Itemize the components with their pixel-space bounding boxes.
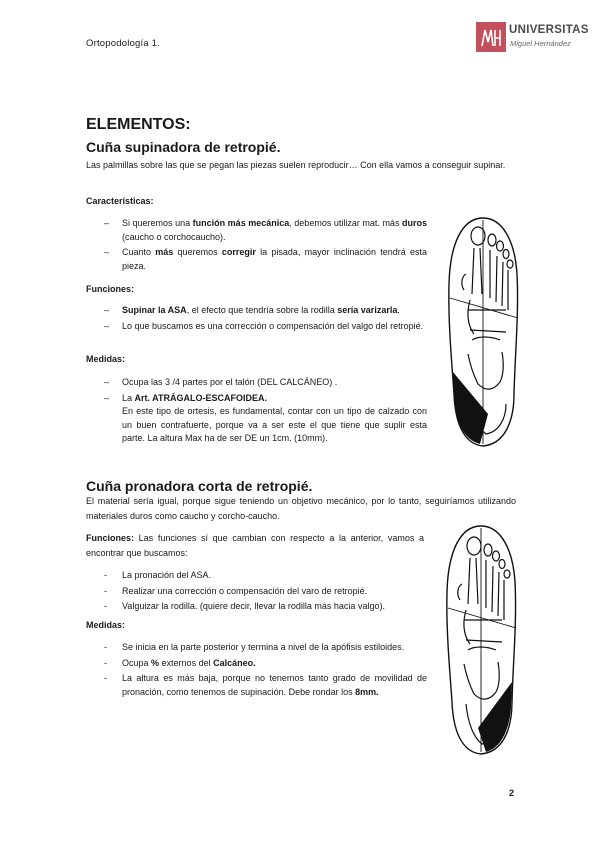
foot-diagram-pronadora — [438, 522, 524, 758]
university-logo — [476, 20, 589, 58]
caracteristicas-label: Características: — [86, 196, 154, 206]
document-header-title: Ortopodología 1. — [86, 38, 160, 49]
page-heading: ELEMENTOS: — [86, 116, 191, 133]
list-item: - La pronación del ASA. — [104, 570, 212, 580]
medidas-list — [86, 376, 427, 448]
funciones-label: Funciones: — [86, 284, 135, 294]
foot-diagram-supinadora — [440, 214, 526, 450]
list-item: – La Art. ATRÁGALO-ESCAFOIDEA. En este tipo de ortesis, es fundamental, contar con un tipo de calzado con un buen contrafuerte, porque va a ser este el que tiene que suplir esta parte. La altura Max ha de ser DE un 1cm. (10mm). — [104, 392, 427, 443]
list-item: - Se inicia en la parte posterior y termina a nivel de la apófisis estiloides. — [104, 642, 405, 652]
funciones-list — [86, 569, 431, 616]
list-item: - Realizar una corrección o compensación del varo de retropié. — [104, 585, 368, 596]
page-number: 2 — [509, 788, 515, 798]
list-item: – Cuanto más queremos corregir la pisada, mayor inclinación tendrá esta pieza. — [104, 247, 427, 271]
logo-text-secondary: Miguel Hernández — [510, 39, 571, 48]
list-item: - Valguizar la rodilla. (quiere decir, llevar la rodilla más hacia valgo). — [104, 601, 385, 611]
list-item: – Lo que buscamos es una corrección o compensación del valgo del retropié. — [104, 320, 424, 331]
logo-text-primary: UNIVERSITAS — [509, 24, 589, 36]
funciones-paragraph: Funciones: Las funciones sí que cambian con respecto a la anterior, vamos a encontrar que buscamos: — [86, 533, 424, 558]
list-item: – Supinar la ASA, el efecto que tendría sobre la rodilla sería varizarla. — [104, 305, 400, 315]
list-item: - Ocupa % externos del Calcáneo. — [104, 657, 256, 668]
section-intro: El material sería igual, porque sigue teniendo un objetivo mecánico, por lo tanto, seguiríamos utilizando materiales duros como caucho y corcho-caucho. — [86, 496, 516, 521]
section-intro: Las palmillas sobre las que se pegan las piezas suelen reproducir… Con ella vamos a conseguir supinar. — [86, 160, 506, 170]
section-title: Cuña pronadora corta de retropié. — [86, 478, 313, 494]
medidas-label: Medidas: — [86, 354, 126, 364]
funciones-list — [86, 304, 427, 335]
list-item: – Si queremos una función más mecánica, debemos utilizar mat. más duros (caucho o corchocaucho). — [104, 218, 427, 242]
medidas-label: Medidas: — [86, 620, 126, 630]
medidas-list — [86, 641, 427, 701]
list-item: – Ocupa las 3 /4 partes por el talón (DEL CALCÁNEO) . — [104, 377, 338, 387]
section-title: Cuña supinadora de retropié. — [86, 139, 281, 155]
logo-mark-icon — [476, 22, 506, 52]
caracteristicas-list — [86, 217, 427, 275]
list-item: - La altura es más baja, porque no tenemos tanto grado de movilidad de pronación, como tenemos de supinación. Debe rondar los 8mm. — [104, 673, 427, 697]
